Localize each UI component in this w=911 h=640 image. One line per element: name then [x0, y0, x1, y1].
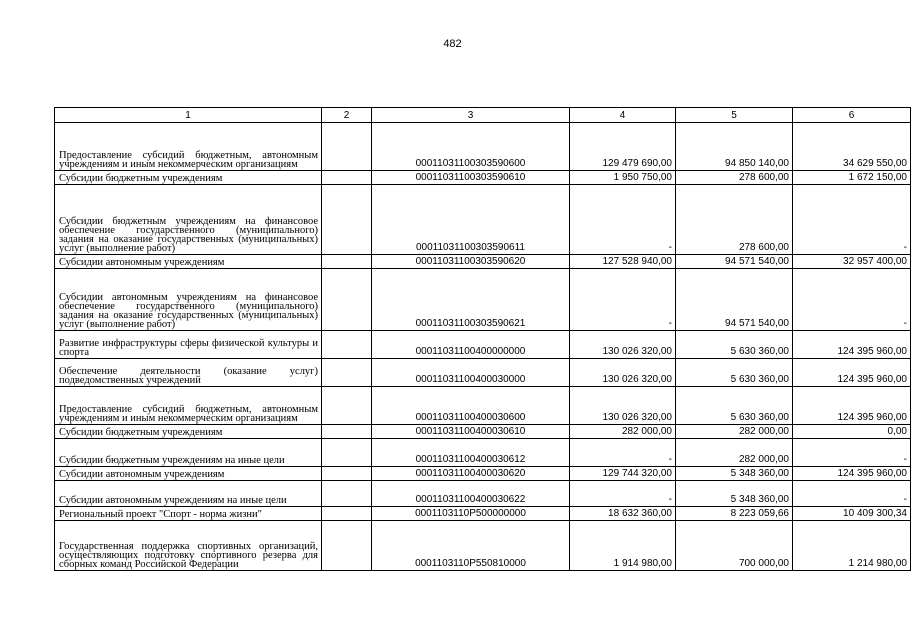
row-code-cell: 00011031100400030622	[372, 481, 570, 507]
row-value-col5: 282 000,00	[676, 425, 793, 439]
table-row	[55, 359, 911, 387]
row-value-col6: 34 629 550,00	[793, 123, 911, 171]
row-value-col4: 18 632 360,00	[570, 507, 676, 521]
row-col2-cell	[322, 439, 372, 467]
row-value-col6: 124 395 960,00	[793, 359, 911, 387]
row-value-col5: 94 571 540,00	[676, 269, 793, 331]
row-code-cell: 00011031100400030600	[372, 387, 570, 425]
table-header-row	[55, 108, 911, 123]
row-code-cell: 0001103110P500000000	[372, 507, 570, 521]
budget-table	[54, 107, 911, 571]
row-name-cell: Государственная поддержка спортивных организаций, осуществляющих подготовку спортивного резерва для сборных команд Российской Федерации	[55, 521, 322, 571]
header-col-1: 1	[55, 108, 322, 123]
row-col2-cell	[322, 467, 372, 481]
row-name-cell: Субсидии бюджетным учреждениям	[55, 171, 322, 185]
table-row	[55, 255, 911, 269]
table-row	[55, 467, 911, 481]
row-value-col4: 130 026 320,00	[570, 331, 676, 359]
row-value-col4: 127 528 940,00	[570, 255, 676, 269]
table-row	[55, 171, 911, 185]
table-row	[55, 481, 911, 507]
row-name-cell: Региональный проект "Спорт - норма жизни"	[55, 507, 322, 521]
row-value-col5: 700 000,00	[676, 521, 793, 571]
row-name-cell: Субсидии автономным учреждениям	[55, 467, 322, 481]
row-value-col4: -	[570, 185, 676, 255]
row-code-cell: 0001103110P550810000	[372, 521, 570, 571]
row-code-cell: 00011031100303590611	[372, 185, 570, 255]
row-value-col6: 10 409 300,34	[793, 507, 911, 521]
row-value-col6: -	[793, 269, 911, 331]
row-value-col5: 94 850 140,00	[676, 123, 793, 171]
header-col-3: 3	[372, 108, 570, 123]
row-code-cell: 00011031100303590621	[372, 269, 570, 331]
row-value-col4: -	[570, 439, 676, 467]
table-row	[55, 507, 911, 521]
row-col2-cell	[322, 269, 372, 331]
table-row	[55, 387, 911, 425]
row-value-col6: 1 214 980,00	[793, 521, 911, 571]
row-value-col6: -	[793, 481, 911, 507]
row-col2-cell	[322, 123, 372, 171]
row-code-cell: 00011031100303590620	[372, 255, 570, 269]
row-value-col6: -	[793, 439, 911, 467]
table-row	[55, 331, 911, 359]
header-col-4: 4	[570, 108, 676, 123]
row-value-col6: -	[793, 185, 911, 255]
row-value-col5: 282 000,00	[676, 439, 793, 467]
row-code-cell: 00011031100303590610	[372, 171, 570, 185]
row-name-cell: Предоставление субсидий бюджетным, автономным учреждениям и иным некоммерческим организациям	[55, 387, 322, 425]
row-name-cell: Субсидии автономным учреждениям	[55, 255, 322, 269]
row-value-col5: 5 348 360,00	[676, 481, 793, 507]
row-col2-cell	[322, 521, 372, 571]
row-value-col5: 94 571 540,00	[676, 255, 793, 269]
row-value-col4: 130 026 320,00	[570, 359, 676, 387]
row-code-cell: 00011031100400000000	[372, 331, 570, 359]
row-col2-cell	[322, 359, 372, 387]
row-code-cell: 00011031100303590600	[372, 123, 570, 171]
row-col2-cell	[322, 507, 372, 521]
row-value-col6: 124 395 960,00	[793, 387, 911, 425]
row-col2-cell	[322, 387, 372, 425]
row-value-col4: 1 950 750,00	[570, 171, 676, 185]
row-value-col6: 1 672 150,00	[793, 171, 911, 185]
table-row	[55, 439, 911, 467]
row-code-cell: 00011031100400030000	[372, 359, 570, 387]
row-value-col5: 8 223 059,66	[676, 507, 793, 521]
table-row	[55, 185, 911, 255]
row-name-cell: Субсидии бюджетным учреждениям на иные цели	[55, 439, 322, 467]
row-value-col4: 282 000,00	[570, 425, 676, 439]
row-col2-cell	[322, 185, 372, 255]
header-col-5: 5	[676, 108, 793, 123]
row-value-col4: 130 026 320,00	[570, 387, 676, 425]
table-row	[55, 269, 911, 331]
row-name-cell: Субсидии автономным учреждениям на финансовое обеспечение государственного (муниципального) задания на оказание государственных (муниципальных) услуг (выполнение работ)	[55, 269, 322, 331]
row-value-col5: 5 630 360,00	[676, 331, 793, 359]
row-col2-cell	[322, 331, 372, 359]
row-col2-cell	[322, 425, 372, 439]
row-col2-cell	[322, 171, 372, 185]
row-value-col5: 5 348 360,00	[676, 467, 793, 481]
table-row	[55, 521, 911, 571]
table-row	[55, 425, 911, 439]
row-name-cell: Предоставление субсидий бюджетным, автономным учреждениям и иным некоммерческим организациям	[55, 123, 322, 171]
row-value-col6: 0,00	[793, 425, 911, 439]
header-col-2: 2	[322, 108, 372, 123]
row-value-col6: 32 957 400,00	[793, 255, 911, 269]
row-value-col5: 5 630 360,00	[676, 359, 793, 387]
page-number: 482	[443, 38, 462, 50]
row-value-col4: 129 479 690,00	[570, 123, 676, 171]
row-code-cell: 00011031100400030620	[372, 467, 570, 481]
row-value-col5: 278 600,00	[676, 171, 793, 185]
row-col2-cell	[322, 481, 372, 507]
row-value-col4: -	[570, 269, 676, 331]
row-value-col5: 5 630 360,00	[676, 387, 793, 425]
row-name-cell: Субсидии бюджетным учреждениям	[55, 425, 322, 439]
row-name-cell: Субсидии автономным учреждениям на иные цели	[55, 481, 322, 507]
row-name-cell: Обеспечение деятельности (оказание услуг) подведомственных учреждений	[55, 359, 322, 387]
row-name-cell: Развитие инфраструктуры сферы физической культуры и спорта	[55, 331, 322, 359]
row-col2-cell	[322, 255, 372, 269]
row-value-col5: 278 600,00	[676, 185, 793, 255]
row-value-col4: 1 914 980,00	[570, 521, 676, 571]
row-name-cell: Субсидии бюджетным учреждениям на финансовое обеспечение государственного (муниципального) задания на оказание государственных (муниципальных) услуг (выполнение работ)	[55, 185, 322, 255]
row-value-col4: -	[570, 481, 676, 507]
table-row	[55, 123, 911, 171]
row-value-col4: 129 744 320,00	[570, 467, 676, 481]
row-value-col6: 124 395 960,00	[793, 331, 911, 359]
row-code-cell: 00011031100400030610	[372, 425, 570, 439]
header-col-6: 6	[793, 108, 911, 123]
row-code-cell: 00011031100400030612	[372, 439, 570, 467]
row-value-col6: 124 395 960,00	[793, 467, 911, 481]
